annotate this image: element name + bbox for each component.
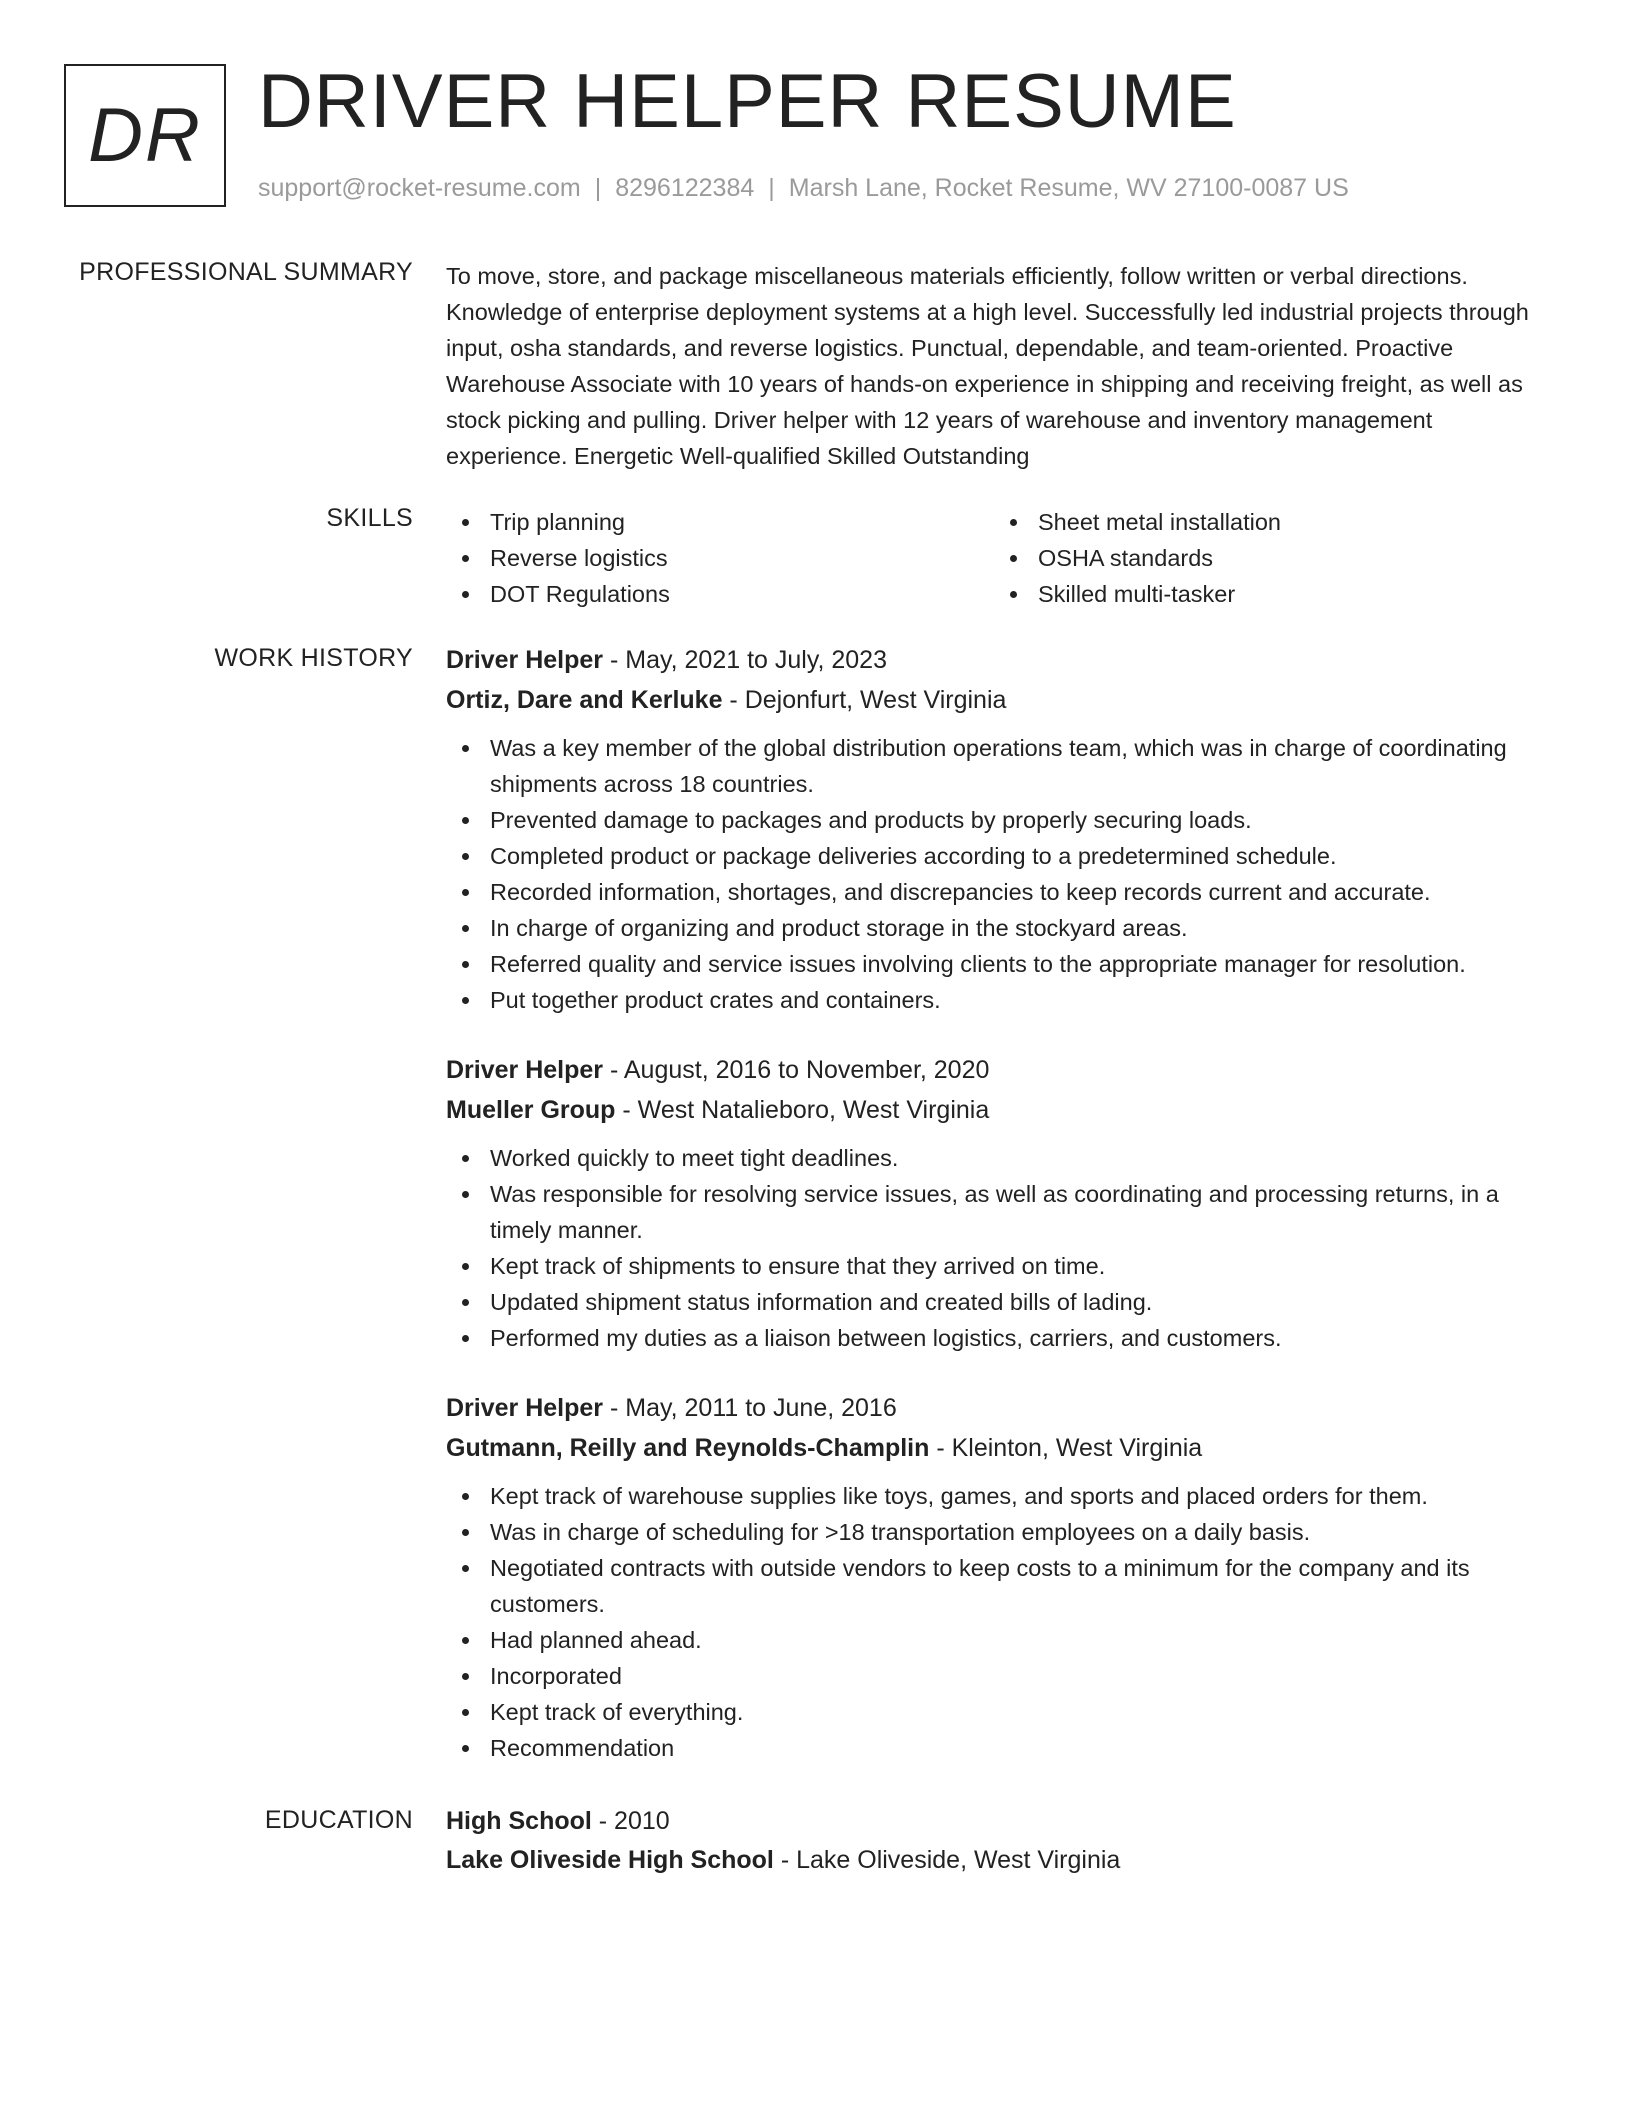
skills-heading: SKILLS bbox=[326, 504, 413, 532]
skills-body bbox=[446, 504, 1556, 612]
job-duty: Negotiated contracts with outside vendors to keep costs to a minimum for the company and its customers. bbox=[446, 1550, 1556, 1622]
job-company: Ortiz, Dare and Kerluke bbox=[446, 686, 723, 714]
work-history-heading: WORK HISTORY bbox=[214, 644, 413, 672]
job-duty: Kept track of shipments to ensure that they arrived on time. bbox=[446, 1248, 1556, 1284]
job-duty: Kept track of everything. bbox=[446, 1694, 1556, 1730]
contact-separator: | bbox=[594, 174, 602, 202]
job-duties-list bbox=[446, 1140, 1556, 1356]
skills-list-right bbox=[994, 504, 1542, 612]
job-entry bbox=[446, 1388, 1556, 1766]
skill-item: Skilled multi-tasker bbox=[994, 576, 1542, 612]
job-duty: Put together product crates and containers. bbox=[446, 982, 1556, 1018]
education-school-line bbox=[446, 1841, 1556, 1880]
job-duties-list bbox=[446, 730, 1556, 1018]
skill-item: OSHA standards bbox=[994, 540, 1542, 576]
job-entry bbox=[446, 640, 1556, 1018]
job-duty: Was a key member of the global distribution operations team, which was in charge of coordinating shipments across 18 countries. bbox=[446, 730, 1556, 802]
job-duty: Was responsible for resolving service issues, as well as coordinating and processing returns, in a timely manner. bbox=[446, 1176, 1556, 1248]
job-duty: Prevented damage to packages and products by properly securing loads. bbox=[446, 802, 1556, 838]
contact-phone[interactable]: 8296122384 bbox=[615, 174, 755, 202]
job-duty: Kept track of warehouse supplies like toys, games, and sports and placed orders for them. bbox=[446, 1478, 1556, 1514]
job-duty: Had planned ahead. bbox=[446, 1622, 1556, 1658]
job-company: Gutmann, Reilly and Reynolds-Champlin bbox=[446, 1434, 930, 1462]
job-entry bbox=[446, 1050, 1556, 1356]
job-company-line bbox=[446, 1090, 1556, 1130]
skill-item: DOT Regulations bbox=[446, 576, 994, 612]
education-degree: High School bbox=[446, 1807, 592, 1835]
job-duties-list bbox=[446, 1478, 1556, 1766]
job-dates: - May, 2021 to July, 2023 bbox=[603, 646, 887, 674]
skill-item: Trip planning bbox=[446, 504, 994, 540]
job-duty: Performed my duties as a liaison between logistics, carriers, and customers. bbox=[446, 1320, 1556, 1356]
skill-item: Reverse logistics bbox=[446, 540, 994, 576]
contact-address: Marsh Lane, Rocket Resume, WV 27100-0087 US bbox=[788, 174, 1349, 202]
job-location: - West Natalieboro, West Virginia bbox=[615, 1096, 990, 1124]
education-location: - Lake Oliveside, West Virginia bbox=[773, 1846, 1121, 1874]
job-title: Driver Helper bbox=[446, 1394, 604, 1422]
skill-item: Sheet metal installation bbox=[994, 504, 1542, 540]
job-duty: Incorporated bbox=[446, 1658, 1556, 1694]
job-title-line bbox=[446, 1388, 1556, 1428]
job-location: - Kleinton, West Virginia bbox=[929, 1434, 1203, 1462]
resume-title: DRIVER HELPER RESUME bbox=[258, 59, 1237, 144]
skills-list-left bbox=[446, 504, 994, 612]
job-company-line bbox=[446, 1428, 1556, 1468]
job-title-line bbox=[446, 1050, 1556, 1090]
contact-line bbox=[258, 174, 1349, 203]
job-duty: Updated shipment status information and created bills of lading. bbox=[446, 1284, 1556, 1320]
job-dates: - August, 2016 to November, 2020 bbox=[603, 1056, 990, 1084]
resume-header bbox=[64, 59, 1568, 209]
job-duty: Recommendation bbox=[446, 1730, 1556, 1766]
job-title-line bbox=[446, 640, 1556, 680]
job-duty: Completed product or package deliveries according to a predetermined schedule. bbox=[446, 838, 1556, 874]
education-heading: EDUCATION bbox=[264, 1806, 413, 1834]
job-title: Driver Helper bbox=[446, 1056, 604, 1084]
job-duty: Recorded information, shortages, and discrepancies to keep records current and accurate. bbox=[446, 874, 1556, 910]
contact-separator: | bbox=[768, 174, 775, 202]
job-duty: Worked quickly to meet tight deadlines. bbox=[446, 1140, 1556, 1176]
job-duty: Was in charge of scheduling for >18 transportation employees on a daily basis. bbox=[446, 1514, 1556, 1550]
education-year: - 2010 bbox=[591, 1807, 670, 1835]
contact-email[interactable]: support@rocket-resume.com bbox=[258, 174, 581, 202]
summary-text: To move, store, and package miscellaneous materials efficiently, follow written or verbal directions. Knowledge of enterprise deployment systems at a high level. Successfully led industrial projects through input, osha standards, and reverse logistics. Punctual, dependable, and team-oriented. Proactive Warehouse Associate with 10 years of hands-on experience in shipping and receiving freight, as well as stock picking and pulling. Driver helper with 12 years of warehouse and inventory management experience. Energetic Well-qualified Skilled Outstanding bbox=[446, 263, 1529, 469]
job-duty: Referred quality and service issues involving clients to the appropriate manager for resolution. bbox=[446, 946, 1556, 982]
summary-heading: PROFESSIONAL SUMMARY bbox=[79, 258, 413, 286]
education-school: Lake Oliveside High School bbox=[446, 1846, 774, 1874]
monogram-logo: DR bbox=[64, 64, 226, 207]
job-title: Driver Helper bbox=[446, 646, 604, 674]
education-degree-line bbox=[446, 1802, 1556, 1841]
job-company-line bbox=[446, 680, 1556, 720]
job-duty: In charge of organizing and product storage in the stockyard areas. bbox=[446, 910, 1556, 946]
job-company: Mueller Group bbox=[446, 1096, 616, 1124]
job-location: - Dejonfurt, West Virginia bbox=[722, 686, 1007, 714]
education-body bbox=[446, 1802, 1556, 1880]
job-dates: - May, 2011 to June, 2016 bbox=[603, 1394, 897, 1422]
work-history-body bbox=[446, 640, 1556, 1798]
